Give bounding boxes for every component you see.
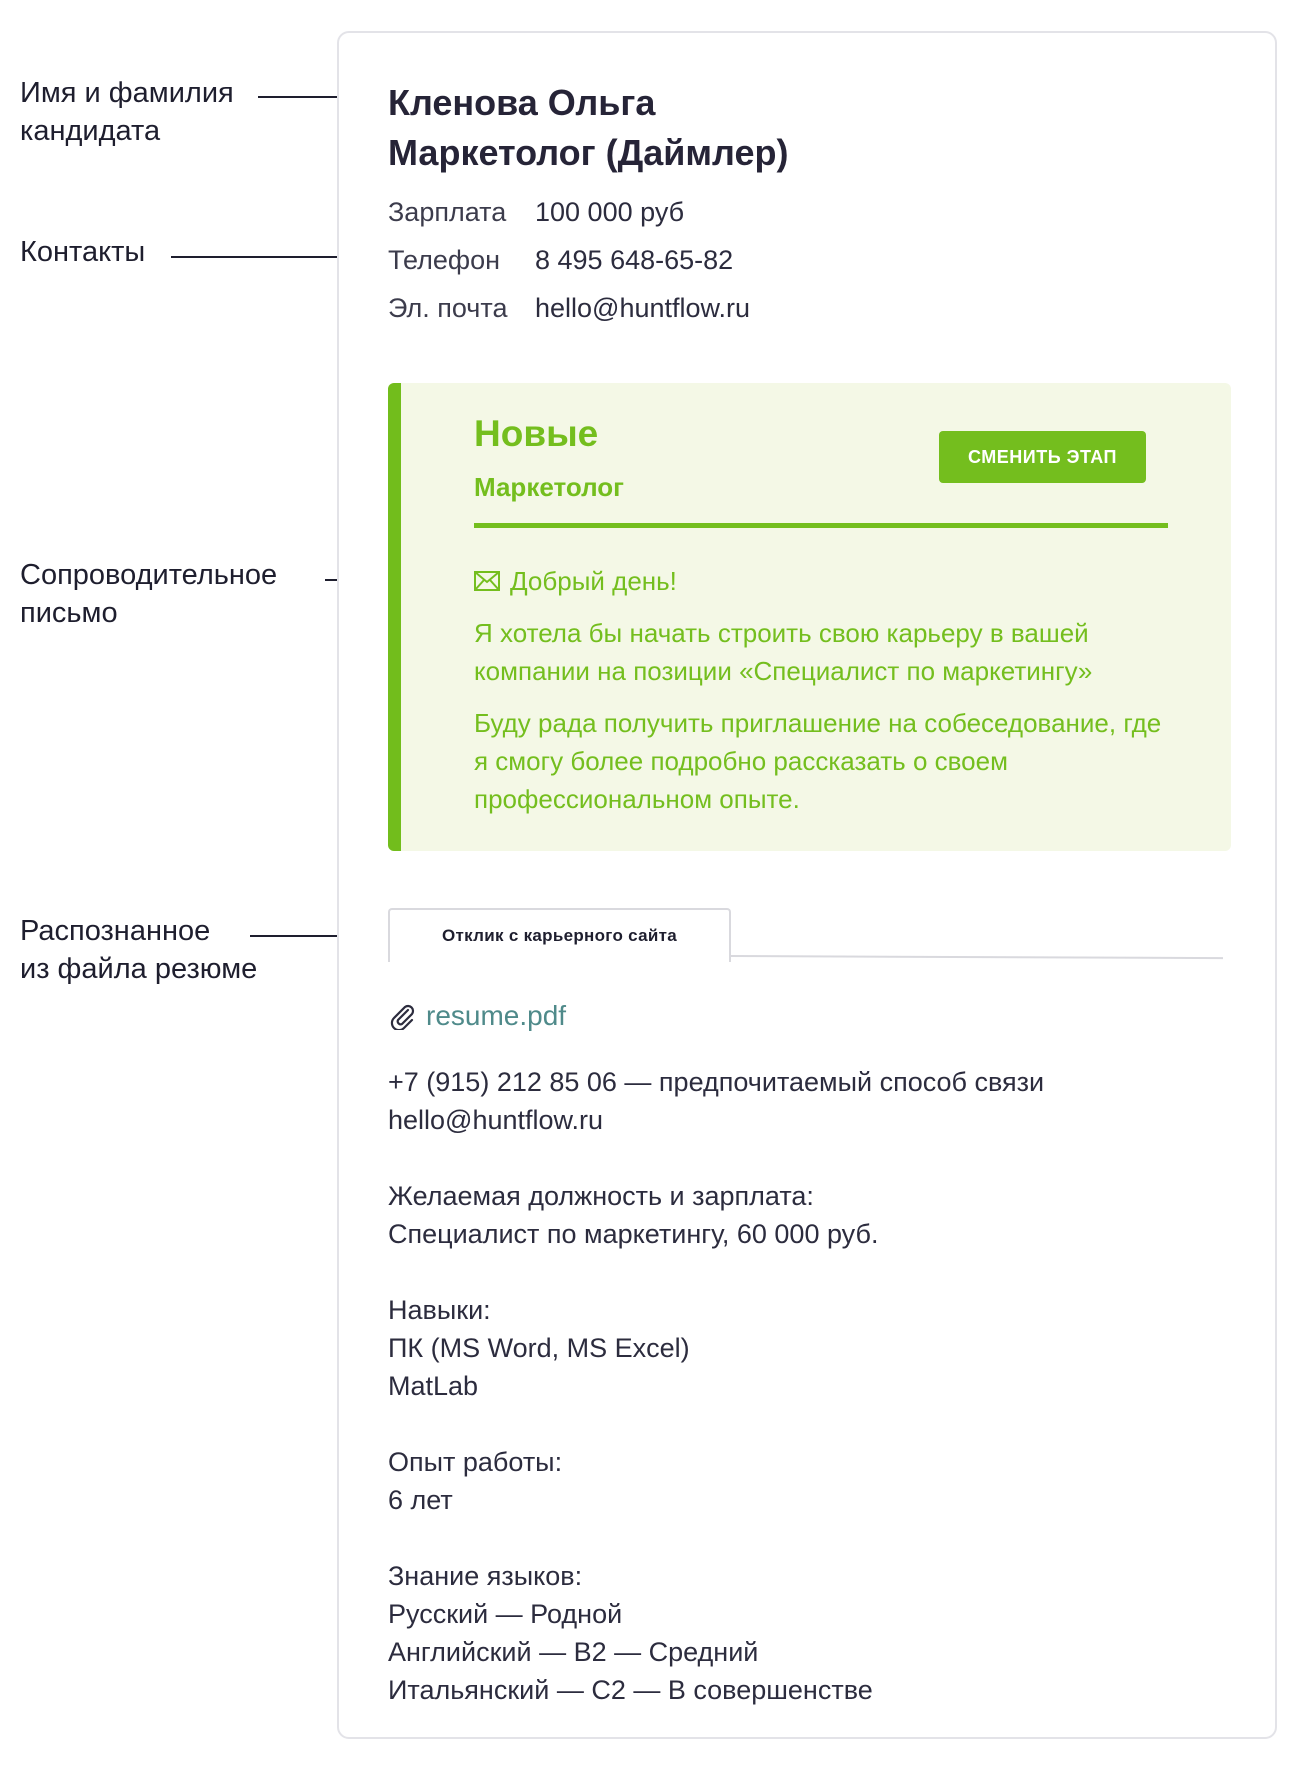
contact-label: Зарплата (388, 197, 507, 227)
candidate-header (388, 78, 788, 178)
envelope-icon (474, 571, 500, 591)
resume-block-languages: Знание языков: Русский — Родной Английский — B2 — Средний Итальянский — C2 — В совершенстве (388, 1561, 873, 1705)
contact-row-salary (388, 188, 750, 236)
stage-divider (474, 523, 1168, 528)
resume-file-link[interactable] (388, 1000, 566, 1032)
change-stage-button[interactable]: СМЕНИТЬ ЭТАП (939, 431, 1146, 483)
annotation-resume: Распознанное из файла резюме (20, 915, 258, 985)
contact-row-email (388, 284, 750, 332)
tab-career-site-response[interactable]: Отклик с карьерного сайта (388, 908, 731, 962)
resume-block-skills: Навыки: ПК (MS Word, MS Excel) MatLab (388, 1295, 690, 1401)
resume-block-contacts: +7 (915) 212 85 06 — предпочитаемый способ связи hello@huntflow.ru (388, 1067, 1045, 1135)
contact-row-phone (388, 236, 750, 284)
contact-value[interactable]: hello@huntflow.ru (535, 293, 751, 323)
contact-label: Телефон (388, 245, 501, 275)
cover-letter-greeting-row (474, 562, 1174, 600)
resume-block-position: Желаемая должность и зарплата: Специалист по маркетингу, 60 000 руб. (388, 1181, 879, 1249)
resume-file-name[interactable]: resume.pdf (426, 1000, 567, 1031)
contact-label: Эл. почта (388, 293, 508, 323)
resume-block-experience: Опыт работы: 6 лет (388, 1447, 563, 1515)
contact-value[interactable]: 8 495 648-65-82 (535, 245, 734, 275)
annotation-contacts: Контакты (20, 236, 146, 268)
stage-accent-bar (388, 383, 401, 851)
stage-panel (388, 383, 1231, 851)
annotation-letter: Сопроводительное письмо (20, 559, 278, 629)
stage-vacancy: Маркетолог (474, 472, 624, 502)
contact-value: 100 000 руб (535, 197, 685, 227)
contacts-list (388, 188, 750, 332)
cover-letter-greeting: Добрый день! (510, 566, 677, 596)
cover-letter-paragraph: Я хотела бы начать строить свою карьеру в вашей компании на позиции «Специалист по маркетингу» (474, 618, 1093, 686)
resume-content (388, 1063, 1044, 1747)
paperclip-icon (388, 1002, 416, 1030)
cover-letter-paragraph: Буду рада получить приглашение на собеседование, где я смогу более подробно рассказать о своем профессиональном опыте. (474, 708, 1162, 814)
stage-title: Новые (474, 413, 599, 454)
candidate-position: Маркетолог (Даймлер) (388, 132, 789, 173)
annotation-name: Имя и фамилия кандидата (20, 77, 234, 147)
candidate-name: Кленова Ольга (388, 82, 656, 123)
cover-letter (474, 562, 1174, 832)
